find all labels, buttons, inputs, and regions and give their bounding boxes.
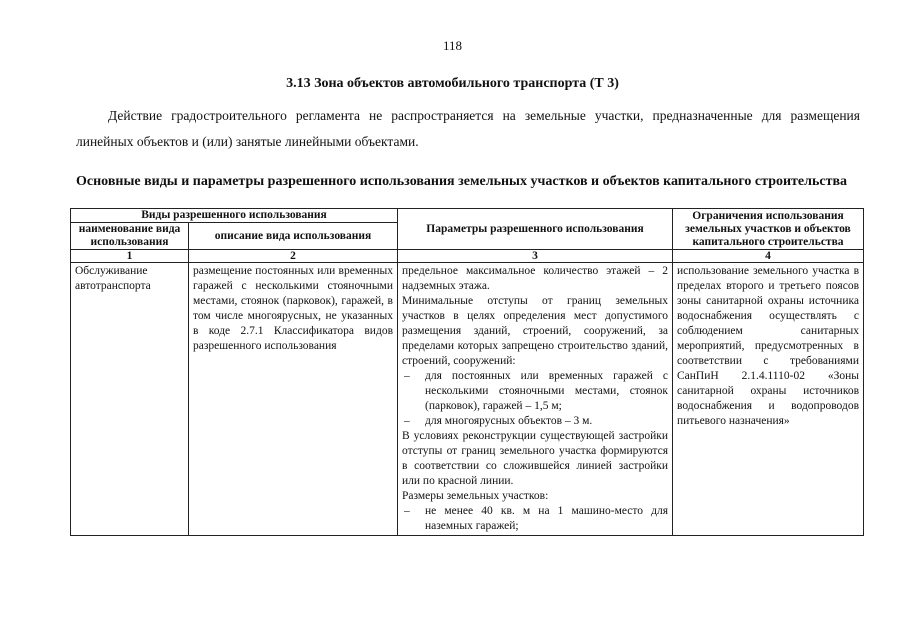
- parameter-plot-sizes: Размеры земельных участков:: [402, 490, 549, 502]
- table-row: [71, 263, 864, 536]
- intro-paragraph: Действие градостроительного регламента не распространяется на земельные участки, предназначенные для размещения линейных объектов и (или) занятые линейными объектами.: [76, 108, 860, 149]
- list-item: – для многоярусных объектов – 3 м.: [402, 414, 668, 429]
- column-number: 4: [673, 250, 864, 263]
- list-item: – не менее 40 кв. м на 1 машино-место для наземных гаражей;: [402, 504, 668, 534]
- header-description: описание вида использования: [189, 223, 398, 250]
- restrictions-cell: использование земельного участка в пределах второго и третьего поясов зоны санитарной охраны источника водоснабжения осуществлять с соблюдением санитарных мероприятий, предусмотренных в соответствии с требованиями СанПиН 2.1.4.1110-02 «Зоны санитарной охраны источников водоснабжения и водопроводов питьевого назначения»: [673, 263, 864, 536]
- parameter-floors: предельное максимальное количество этажей – 2 надземных этажа.: [402, 265, 668, 292]
- column-number-row: [71, 250, 864, 263]
- regulations-table: [70, 208, 864, 536]
- column-number: 1: [71, 250, 189, 263]
- parameters-cell: [398, 263, 673, 536]
- list-item: – для постоянных или временных гаражей с несколькими стояночными местами, стоянок (парковок), гаражей – 1,5 м;: [402, 369, 668, 414]
- page-number: 118: [442, 38, 463, 53]
- header-parameters: Параметры разрешенного использования: [398, 209, 673, 250]
- table-heading: Основные виды и параметры разрешенного использования земельных участков и объектов капитального строительства: [76, 174, 848, 189]
- use-description-cell: размещение постоянных или временных гаражей с несколькими стояночными местами, стоянок (парковок), гаражей, в том числе многоярусных, не указанных в коде 2.7.1 Классификатора видов разрешенного использования: [189, 263, 398, 536]
- parameter-setbacks: Минимальные отступы от границ земельных участков в целях определения мест допустимого размещения зданий, строений, сооружений, за пределами которых запрещено строительство зданий, строений, сооружений:: [402, 295, 668, 367]
- use-name-cell: Обслуживание автотранспорта: [71, 263, 189, 536]
- table-header-row: [71, 209, 864, 223]
- column-number: 2: [189, 250, 398, 263]
- header-restrictions: Ограничения использования земельных участков и объектов капитального строительства: [673, 209, 864, 250]
- header-group-uses: Виды разрешенного использования: [71, 209, 398, 223]
- parameter-reconstruction: В условиях реконструкции существующей застройки отступы от границ земельного участка формируются в соответствии со сложившейся линией застройки или по красной линии.: [402, 430, 668, 487]
- header-name: наименование вида использования: [71, 223, 189, 250]
- section-title: 3.13 Зона объектов автомобильного транспорта (Т 3): [286, 76, 619, 91]
- column-number: 3: [398, 250, 673, 263]
